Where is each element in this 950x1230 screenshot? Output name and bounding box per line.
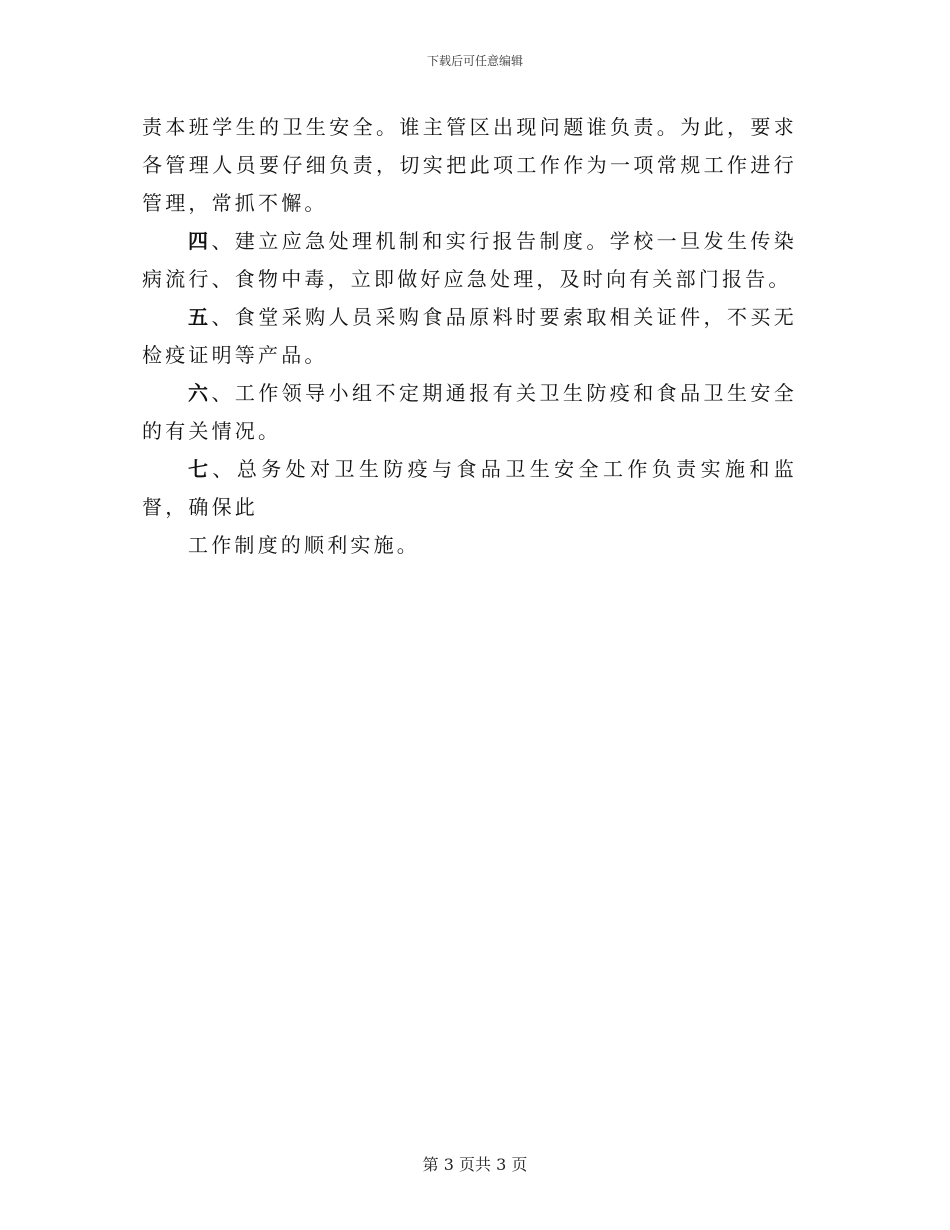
item-text: 、食堂采购人员采购食品原料时要索取相关证件，不买无检疫证明等产品。 bbox=[142, 305, 798, 367]
paragraph-closing: 工作制度的顺利实施。 bbox=[188, 533, 420, 557]
paragraph-item-6 bbox=[142, 374, 797, 450]
item-number: 五 bbox=[188, 305, 212, 329]
item-text: 、工作领导小组不定期通报有关卫生防疫和食品卫生安全的有关情况。 bbox=[142, 381, 798, 443]
item-number: 七 bbox=[188, 457, 213, 481]
paragraph-item-4 bbox=[142, 222, 797, 298]
item-number: 四 bbox=[188, 229, 212, 253]
document-body bbox=[142, 108, 797, 564]
item-number: 六 bbox=[188, 381, 212, 405]
item-text: 、建立应急处理机制和实行报告制度。学校一旦发生传染病流行、食物中毒，立即做好应急处理，及时向有关部门报告。 bbox=[142, 229, 798, 291]
paragraph-item-5 bbox=[142, 298, 797, 374]
header-note: 下载后可任意编辑 bbox=[426, 54, 523, 68]
paragraph-continued: 责本班学生的卫生安全。谁主管区出现问题谁负责。为此，要求各管理人员要仔细负责，切实把此项工作作为一项常规工作进行管理，常抓不懈。 bbox=[142, 115, 797, 215]
page-number: 第 3 页共 3 页 bbox=[422, 1155, 528, 1174]
paragraph-item-7 bbox=[142, 450, 797, 526]
item-text: 、总务处对卫生防疫与食品卫生安全工作负责实施和监督，确保此 bbox=[142, 457, 797, 519]
